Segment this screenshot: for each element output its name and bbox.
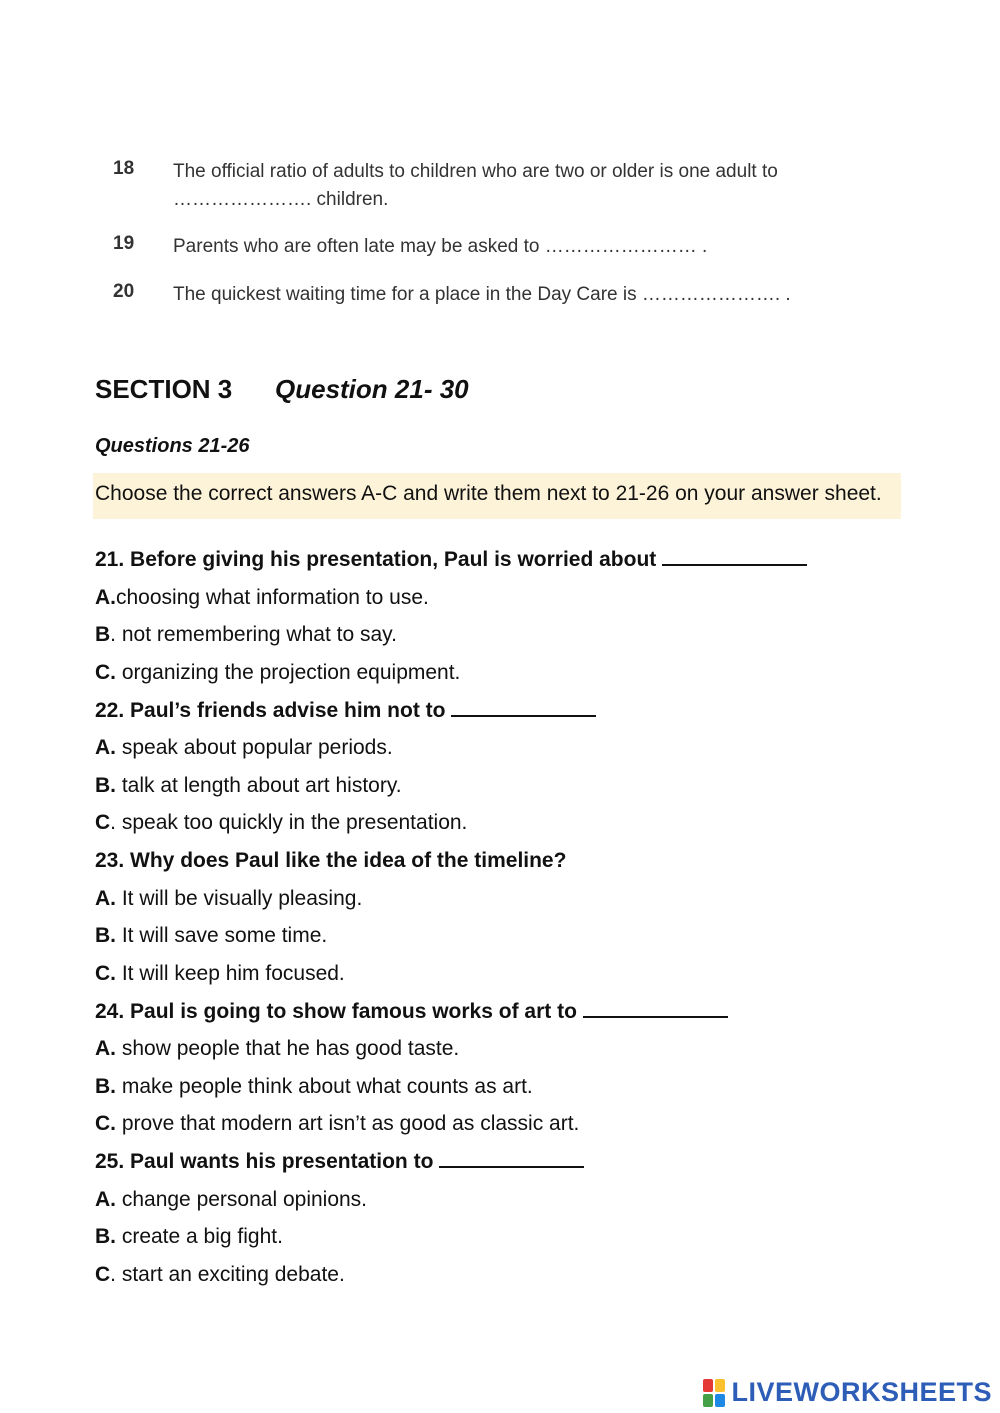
option[interactable]: B. create a big fight. [95,1225,283,1248]
option[interactable]: C. organizing the projection equipment. [95,661,461,684]
option[interactable]: A.choosing what information to use. [95,586,429,609]
question-text: The quickest waiting time for a place in the Day Care is …………………. . [173,284,791,305]
logo-icon [703,1379,725,1407]
answer-blank[interactable] [662,550,807,566]
question-23-stem: 23. Why does Paul like the idea of the timeline? [95,849,567,872]
option[interactable]: B. make people think about what counts as art. [95,1075,533,1098]
question-25-stem: 25. Paul wants his presentation to [95,1150,584,1174]
logo-text: LIVEWORKSHEETS [731,1377,992,1407]
option[interactable]: B. not remembering what to say. [95,623,397,646]
option[interactable]: A. speak about popular periods. [95,736,393,759]
option[interactable]: B. talk at length about art history. [95,774,402,797]
option[interactable]: A. change personal opinions. [95,1188,368,1211]
question-text: The official ratio of adults to children who are two or older is one adult to …………………. children. [173,161,778,210]
option[interactable]: C. It will keep him focused. [95,962,345,985]
question-21-stem: 21. Before giving his presentation, Paul is worried about [95,548,807,572]
answer-blank[interactable] [439,1152,584,1168]
liveworksheets-logo [703,1377,992,1408]
question-number: 20 [113,281,135,302]
section-title: SECTION 3 [95,374,233,404]
option[interactable]: A. show people that he has good taste. [95,1037,460,1060]
option[interactable]: C. start an exciting debate. [95,1263,345,1286]
instruction-box: Choose the correct answers A-C and write them next to 21-26 on your answer sheet. [93,473,901,519]
option[interactable]: C. prove that modern art isn’t as good as classic art. [95,1112,580,1135]
answer-blank[interactable] [583,1002,728,1018]
answer-blank[interactable] [451,701,596,717]
question-text: Parents who are often late may be asked to …………………… . [173,236,708,257]
section-heading [95,374,469,405]
question-22-stem: 22. Paul’s friends advise him not to [95,699,596,723]
question-number: 18 [113,158,135,179]
option[interactable]: B. It will save some time. [95,924,328,947]
question-number: 19 [113,233,135,254]
section-range: Question 21- 30 [275,374,469,404]
option[interactable]: A. It will be visually pleasing. [95,887,363,910]
questions-subheading: Questions 21-26 [95,435,250,457]
question-24-stem: 24. Paul is going to show famous works of art to [95,1000,728,1024]
option[interactable]: C. speak too quickly in the presentation. [95,811,468,834]
